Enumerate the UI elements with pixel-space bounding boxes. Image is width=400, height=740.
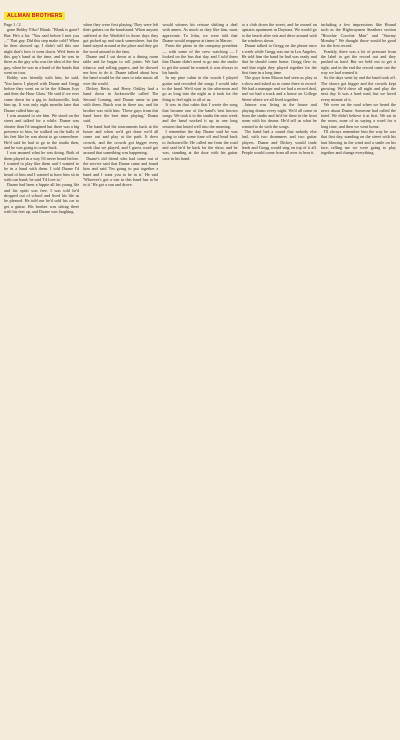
paragraph: Duane and I sat down at a dining room table and he began to roll joints. We had tobacco and rolling papers, and he showed me how to do it. Duane talked about how the band would be the ones to take music all over the world. (83, 54, 159, 86)
section-label: ALLMAN BROTHERS (4, 12, 65, 20)
paragraph: Duane's old friend who had come out of the service said that Duane came and found him and said 'I'm going to put together a band and I want you to be in it.' He said 'Whoever's got a van in this band has to be in it.' He got a van and drove. (83, 155, 159, 188)
column-5 (321, 22, 396, 740)
paragraph: I remember the day Duane said he was going to take some time off and head back to Jacksonville. He called me from the road and said he'd be back for the show, and he was, standing at the door with his guitar case in his hand. (162, 128, 238, 161)
paragraph: Dickey Betts, and Berry Oakley had a band down in Jacksonville called The Second Coming, and Duane came to jam with them. Butch was in there too, and his brother was with him. 'These guys from this band have the best time playing,' Duane said. (83, 86, 159, 124)
paragraph: I was amazed what he was doing. Both of them played in a way I'd never heard before. I wanted to play like them and I wanted to be in a band with them. I told Duane I'd heard of him and I wanted to have him sit in with our band; he said 'I'd love to.' (4, 150, 80, 182)
paragraph: So the days went by and the band took off. The shows got bigger and the crowds kept growing. We'd drive all night and play the next day. It was a hard road, but we loved every minute of it. (320, 75, 396, 102)
paragraph: would witness his reissue shifting a deal with annex. As much as they like him, most appreciate. To John, we were told that Duane would reappear at times in Macon. (162, 22, 238, 44)
paragraph: Page 1 / 2 (4, 22, 21, 27)
paragraph: including a few impressions like Hound such as the Highwaymen Steathers section "Hoochie Coochie Man" and "Stormy Monday." We thought those would be good for the first record. (320, 22, 396, 49)
paragraph: to a club down the street, and he owned an upstairs apartment in Daytona. We would go to the beach after sets and drive around with the windows down. (241, 22, 317, 44)
paragraph: I was amazed to see him. We stood on the street and talked for a while. Duane was shorter than I'd imagined but there was a big presence to him, he walked on the balls of his feet like he was about to go somewhere. He'd said he had to go to the studio then, and he was going to come back. (4, 112, 80, 150)
article-columns (4, 22, 396, 740)
paragraph: The guys from Macon had seen us play at a show and asked us to come there to record. We had a manager and we had a record deal, and we had a truck and a house on College Street where we all lived together. (241, 75, 317, 102)
column-4 (242, 22, 317, 740)
paragraph: Frankly, there was a lot of pressure from the label to get the record out and they pushed us hard. But we held out to get it right, and in the end the record came out the way we had wanted it. (320, 48, 396, 76)
paragraph: Jaimoe was living in the house and playing drums every night. We'd all come in from the studio and he'd be there in the front room with his drums. He'd tell us what he wanted to do with the songs. (241, 102, 317, 129)
paragraph: The band had the instruments back at the house and when we'd get done we'd all come out and play at the park. It drew crowds, and the crowds got bigger every week that we played, and I guess word got around that something was happening. (83, 123, 159, 156)
paragraph: It was in that cabin that I wrote the song that became one of the band's best known songs. We took it to the studio the next week and the band worked it up in one long session that lasted well into the morning. (162, 102, 238, 129)
column-3 (162, 22, 237, 740)
paragraph: gone Bobby Ylko? Blank: "Blank is gone? But: He's a lot: "You said before I met you ..." That guy. Did this step make cold? When he then showed up, I didn't sell this one night that's how it went down. We'd been in this guy's band at the time, and he was in three as the guy who was the idea of the first guy, when he was in a band of the bands that went on tour. (4, 27, 80, 76)
column-1 (4, 22, 79, 740)
column-2 (83, 22, 158, 740)
paragraph: Duane talked to Gregg on the phone once a week while Gregg was out in Los Angeles. He told him the band he had was ready and that he should come home. Gregg flew in, and that night they played together for the first time in a long time. (241, 43, 317, 76)
paragraph: The band had a sound that nobody else had, with two drummers and two guitar players. Duane and Dickey would trade leads and Gregg would sing on top of it all. People would come from all over to hear it. (241, 128, 317, 156)
paragraph: when they were first playing. They were left their guitars on the bandstand. When anyone suffered at the Warfield in those days they got picked up and stuck somewhere, but the band stayed around at the place and they got the word around to the fans. (83, 22, 159, 54)
paragraph: We were on the road when we heard the news about Duane. Someone had called the hotel. We didn't believe it at first. We sat in the room, none of us saying a word for a long time, and then we went home. (320, 102, 396, 129)
paragraph: In my pine cabin in the woods I played guitar and recorded the songs I would take to the band. We'd start in the afternoon and go as long into the night as it took for the thing to feel right to all of us. (162, 75, 238, 102)
paragraph: From the photo in the company president — with some of the crew watching — I looked on the bus that day and I told them that Duane didn't need to go into the studio to get the sound he wanted, it was always in his hands. (162, 43, 238, 76)
paragraph: Duane had been a hippie all his young life and his spirit was free. I was told he'd dropped out of school and lived his life as he pleased. He told me he'd sold his car to get a guitar. His brother was sitting there with his feet up, and Duane was laughing. (4, 182, 80, 215)
paragraph: I'll always remember him the way he was that first day, standing on the street with his hair blowing in the wind and a smile on his face, telling me we were going to play together and change everything. (320, 128, 396, 156)
paragraph: Bobby was friendly with him, he said, 'You know I played with Duane and Gregg before they went on to be the Allman Joys and then the Hour Glass.' He said if we ever came down for a gig in Jacksonville, look him up. It was only eight months later that Duane called him up. (4, 75, 80, 113)
